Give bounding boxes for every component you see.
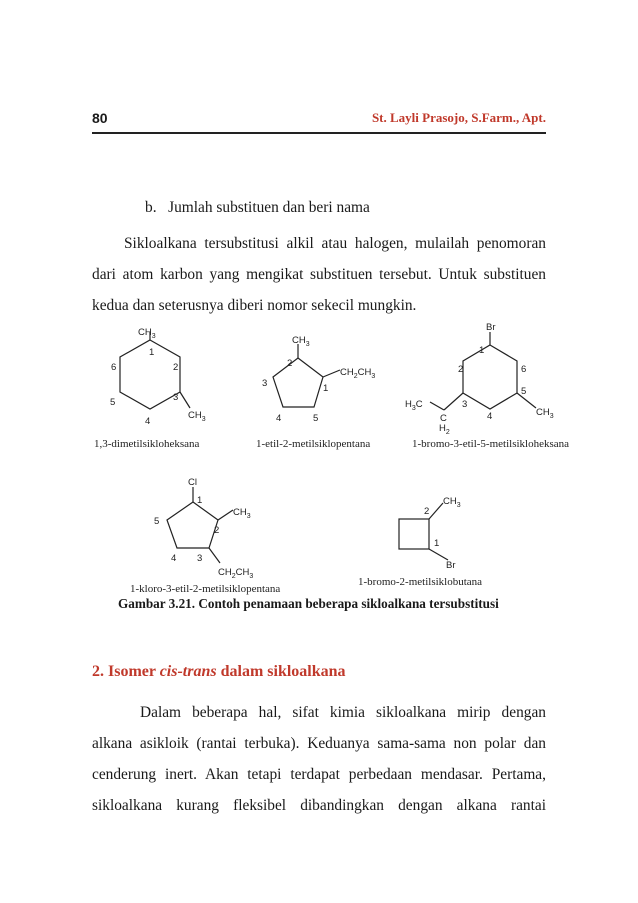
ring-number: 1 <box>323 383 329 394</box>
ring-number: 5 <box>521 386 527 397</box>
structure-name: 1-kloro-3-etil-2-metilsiklopentana <box>130 583 281 595</box>
intro-line: Sikloalkana tersubstitusi alkil atau halogen, mulailah penomoran <box>124 235 546 252</box>
body-line: alkana asikloik (rantai terbuka). Keduanya sama-sama non polar dan <box>92 735 546 752</box>
page-number: 80 <box>92 110 108 126</box>
ring-number: 5 <box>313 413 319 424</box>
ethyl-label: $CH_2CH_3$ <box>340 367 376 380</box>
intro-line: kedua dan seterusnya diberi nomor sekecil mungkin. <box>92 297 417 314</box>
ring-number: 3 <box>262 378 268 389</box>
ring-number: 1 <box>149 347 155 358</box>
cl-label: Cl <box>188 477 197 488</box>
ring-number: 6 <box>111 362 117 373</box>
ring-number: 2 <box>173 362 179 373</box>
cyclopentane-ring <box>167 502 218 548</box>
c-label: C <box>440 413 447 424</box>
ring-number: 1 <box>434 538 440 549</box>
body-line: Dalam beberapa hal, sifat kimia sikloalkana mirip dengan <box>140 704 546 721</box>
h2-label: $H_2$ <box>439 423 450 436</box>
ring-number: 2 <box>287 358 293 369</box>
ch3-label: $CH_3$ <box>138 327 156 340</box>
ring-number: 1 <box>197 495 203 506</box>
ch3-label: $CH_3$ <box>188 410 206 423</box>
ring-number: 4 <box>276 413 282 424</box>
structure-name: 1,3-dimetilsikloheksana <box>94 438 200 450</box>
intro-line: dari atom karbon yang mengikat substituen tersebut. Untuk substituen <box>92 266 546 283</box>
structure-name: 1-bromo-3-etil-5-metilsikloheksana <box>412 438 570 450</box>
subsection-label: b. <box>145 199 157 216</box>
ring-number: 3 <box>462 399 468 410</box>
ring-number: 4 <box>145 416 151 427</box>
ring-number: 3 <box>197 553 203 564</box>
ethyl-label: $CH_2CH_3$ <box>218 567 254 580</box>
br-label: Br <box>486 322 496 333</box>
ring-number: 2 <box>458 364 464 375</box>
ring-number: 4 <box>171 553 177 564</box>
structure-name: 1-bromo-2-metilsiklobutana <box>358 576 483 588</box>
section-heading: 2. Isomer cis-trans dalam sikloalkana <box>92 663 346 680</box>
ring-number: 6 <box>521 364 527 375</box>
cyclobutane-ring <box>399 519 429 549</box>
ch3-label: $CH_3$ <box>292 335 310 348</box>
br-label: Br <box>446 560 456 571</box>
structure-name: 1-etil-2-metilsiklopentana <box>256 438 371 450</box>
running-title: St. Layli Prasojo, S.Farm., Apt. <box>371 110 546 125</box>
ring-number: 2 <box>424 506 430 517</box>
ring-number: 4 <box>487 411 493 422</box>
cyclopentane-ring <box>273 358 323 407</box>
ch3-label: $CH_3$ <box>443 496 461 509</box>
h3c-label: $H_3C$ <box>405 399 423 412</box>
ch3-label: $CH_3$ <box>536 407 554 420</box>
body-line: sikloalkana kurang fleksibel dibandingkan dengan alkana rantai <box>92 797 546 814</box>
ring-number: 1 <box>479 345 485 356</box>
ring-number: 2 <box>214 525 220 536</box>
subsection-title: Jumlah substituen dan beri nama <box>168 199 370 216</box>
ring-number: 3 <box>173 392 179 403</box>
cyclohexane-ring <box>463 345 517 409</box>
ring-number: 5 <box>154 516 160 527</box>
ch3-label: $CH_3$ <box>233 507 251 520</box>
ring-number: 5 <box>110 397 116 408</box>
body-paragraph <box>92 697 546 821</box>
figure-caption: Gambar 3.21. Contoh penamaan beberapa sikloalkana tersubstitusi <box>118 596 499 611</box>
body-line: cenderung inert. Akan tetapi terdapat perbedaan mendasar. Pertama, <box>92 766 546 783</box>
